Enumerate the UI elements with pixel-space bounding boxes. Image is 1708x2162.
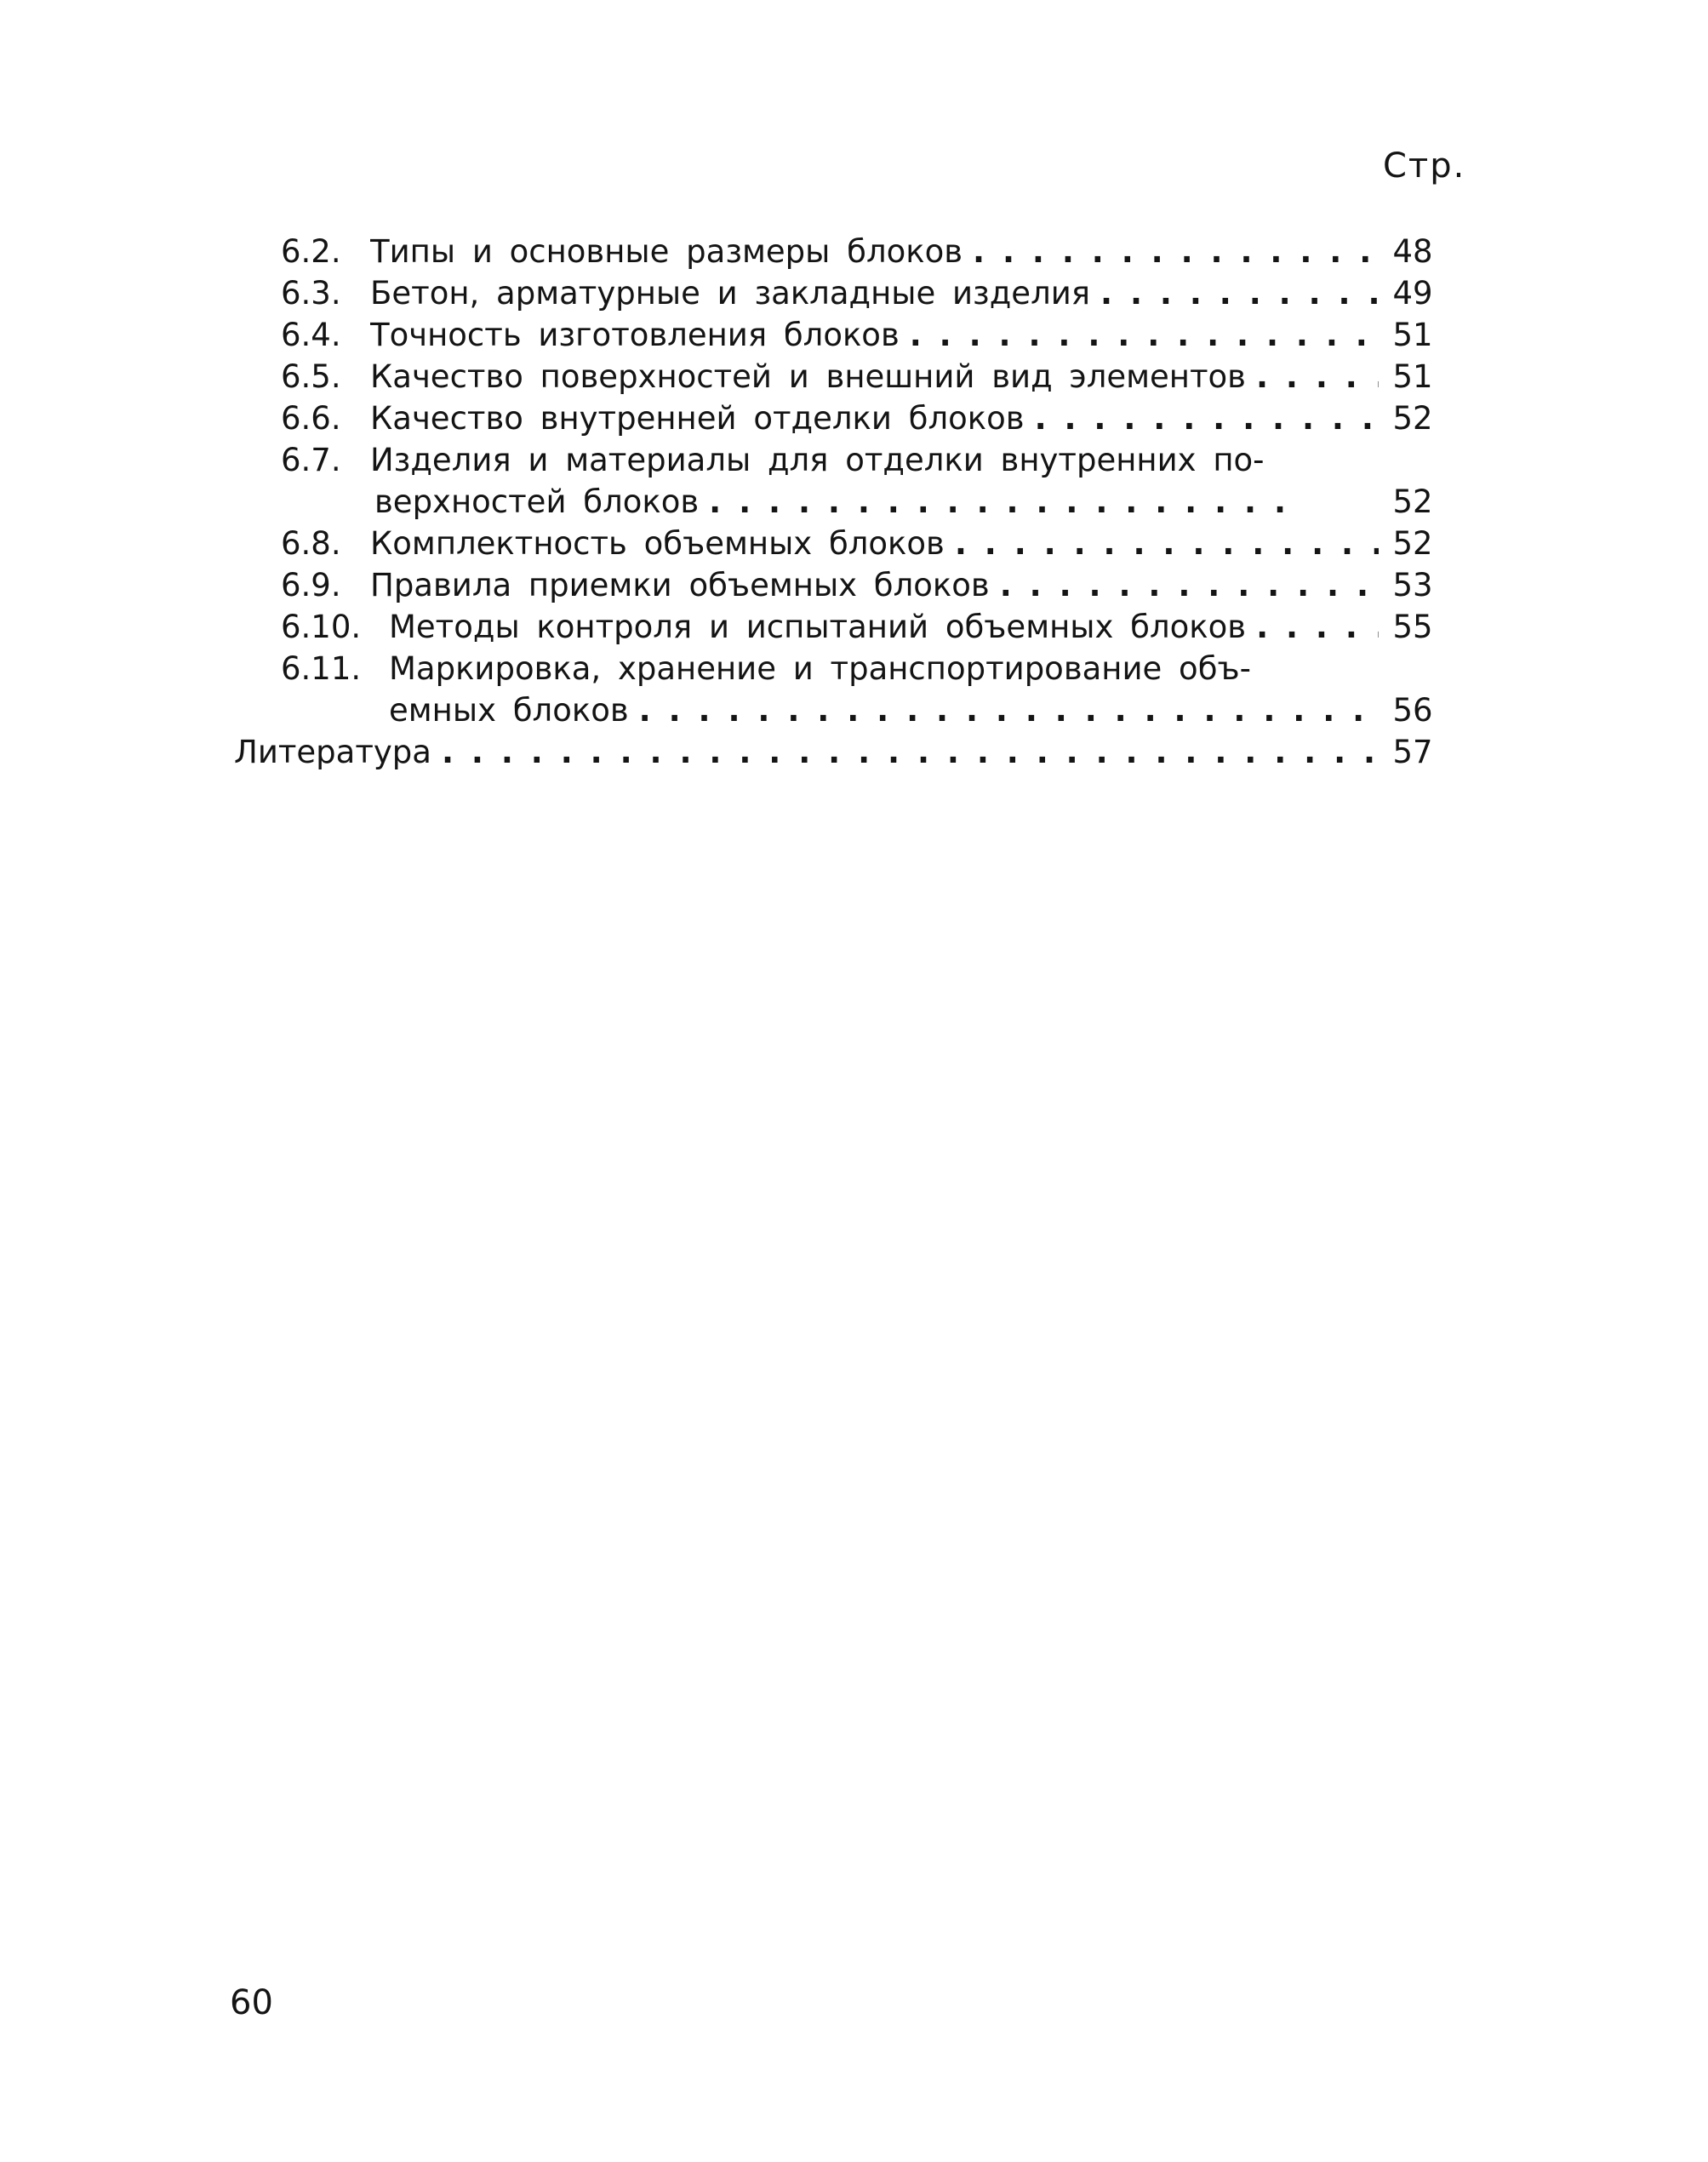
toc-entry-6-11-continued[interactable] bbox=[0, 689, 1708, 733]
toc-title: Комплектность объемных блоков . . . bbox=[370, 522, 1379, 566]
toc-entry-6-7[interactable] bbox=[0, 438, 1708, 483]
toc-number: 6.5. bbox=[281, 358, 341, 395]
table-of-contents bbox=[0, 0, 1708, 851]
toc-page-number: 53 bbox=[1392, 567, 1433, 603]
dot-leader bbox=[1025, 397, 1379, 441]
toc-entry-6-9[interactable] bbox=[0, 563, 1708, 608]
toc-page-number: 49 bbox=[1392, 275, 1433, 312]
toc-entry-bibliography[interactable] bbox=[0, 730, 1708, 775]
toc-entry-6-10[interactable] bbox=[0, 605, 1708, 649]
toc-page-number: 55 bbox=[1392, 609, 1433, 645]
toc-page-number: 51 bbox=[1392, 317, 1433, 353]
toc-number: 6.10. bbox=[281, 609, 362, 645]
toc-page-number: 52 bbox=[1392, 525, 1433, 562]
toc-entry-6-6[interactable] bbox=[0, 397, 1708, 441]
toc-title: Точность изготовления блоков . . . bbox=[370, 313, 1379, 357]
toc-title: Бетон, арматурные и закладные изделия . . . bbox=[370, 272, 1379, 316]
toc-title-continued: верхностей блоков . . . bbox=[374, 480, 1294, 524]
toc-number: 6.11. bbox=[281, 650, 362, 687]
toc-title: Методы контроля и испытаний объемных блоков . . . bbox=[389, 605, 1379, 649]
toc-title: Типы и основные размеры блоков . . . bbox=[370, 230, 1379, 274]
page-number: 60 bbox=[230, 1983, 273, 2022]
toc-title-continued: емных блоков . . . bbox=[389, 689, 1379, 733]
toc-number: 6.9. bbox=[281, 567, 341, 603]
dot-leader bbox=[1246, 605, 1379, 649]
toc-page-number: 52 bbox=[1392, 400, 1433, 437]
dot-leader bbox=[1246, 355, 1379, 399]
toc-title: Качество внутренней отделки блоков . . . bbox=[370, 397, 1379, 441]
dot-leader bbox=[963, 230, 1379, 274]
toc-title: Качество поверхностей и внешний вид элементов . . . bbox=[370, 355, 1379, 399]
toc-page-number: 56 bbox=[1392, 692, 1433, 729]
dot-leader bbox=[945, 522, 1379, 566]
dot-leader bbox=[1090, 272, 1379, 316]
page-column-header: Стр. bbox=[1383, 146, 1466, 186]
toc-entry-6-11[interactable] bbox=[0, 647, 1708, 691]
dot-leader bbox=[629, 689, 1379, 733]
toc-title: Маркировка, хранение и транспортирование объ- bbox=[389, 647, 1397, 691]
toc-page-number: 48 bbox=[1392, 233, 1433, 270]
toc-page-number: 51 bbox=[1392, 358, 1433, 395]
toc-title: Правила приемки объемных блоков . . . bbox=[370, 563, 1379, 608]
toc-entry-6-5[interactable] bbox=[0, 355, 1708, 399]
toc-entry-6-7-continued[interactable] bbox=[0, 480, 1708, 524]
toc-number: 6.2. bbox=[281, 233, 341, 270]
dot-leader bbox=[990, 563, 1379, 608]
toc-entry-6-8[interactable] bbox=[0, 522, 1708, 566]
toc-number: 6.4. bbox=[281, 317, 341, 353]
toc-entry-6-2[interactable] bbox=[0, 230, 1708, 274]
toc-title: Литература . . . bbox=[234, 730, 1379, 775]
dot-leader bbox=[699, 480, 1294, 524]
toc-number: 6.6. bbox=[281, 400, 341, 437]
toc-page-number: 57 bbox=[1392, 734, 1433, 770]
dot-leader bbox=[431, 730, 1379, 775]
toc-page-number: 52 bbox=[1392, 483, 1433, 520]
toc-number: 6.8. bbox=[281, 525, 341, 562]
toc-entry-6-3[interactable] bbox=[0, 272, 1708, 316]
dot-leader bbox=[900, 313, 1379, 357]
toc-title: Изделия и материалы для отделки внутренних по- bbox=[370, 438, 1379, 483]
toc-entry-6-4[interactable] bbox=[0, 313, 1708, 357]
toc-number: 6.3. bbox=[281, 275, 341, 312]
toc-number: 6.7. bbox=[281, 442, 341, 478]
